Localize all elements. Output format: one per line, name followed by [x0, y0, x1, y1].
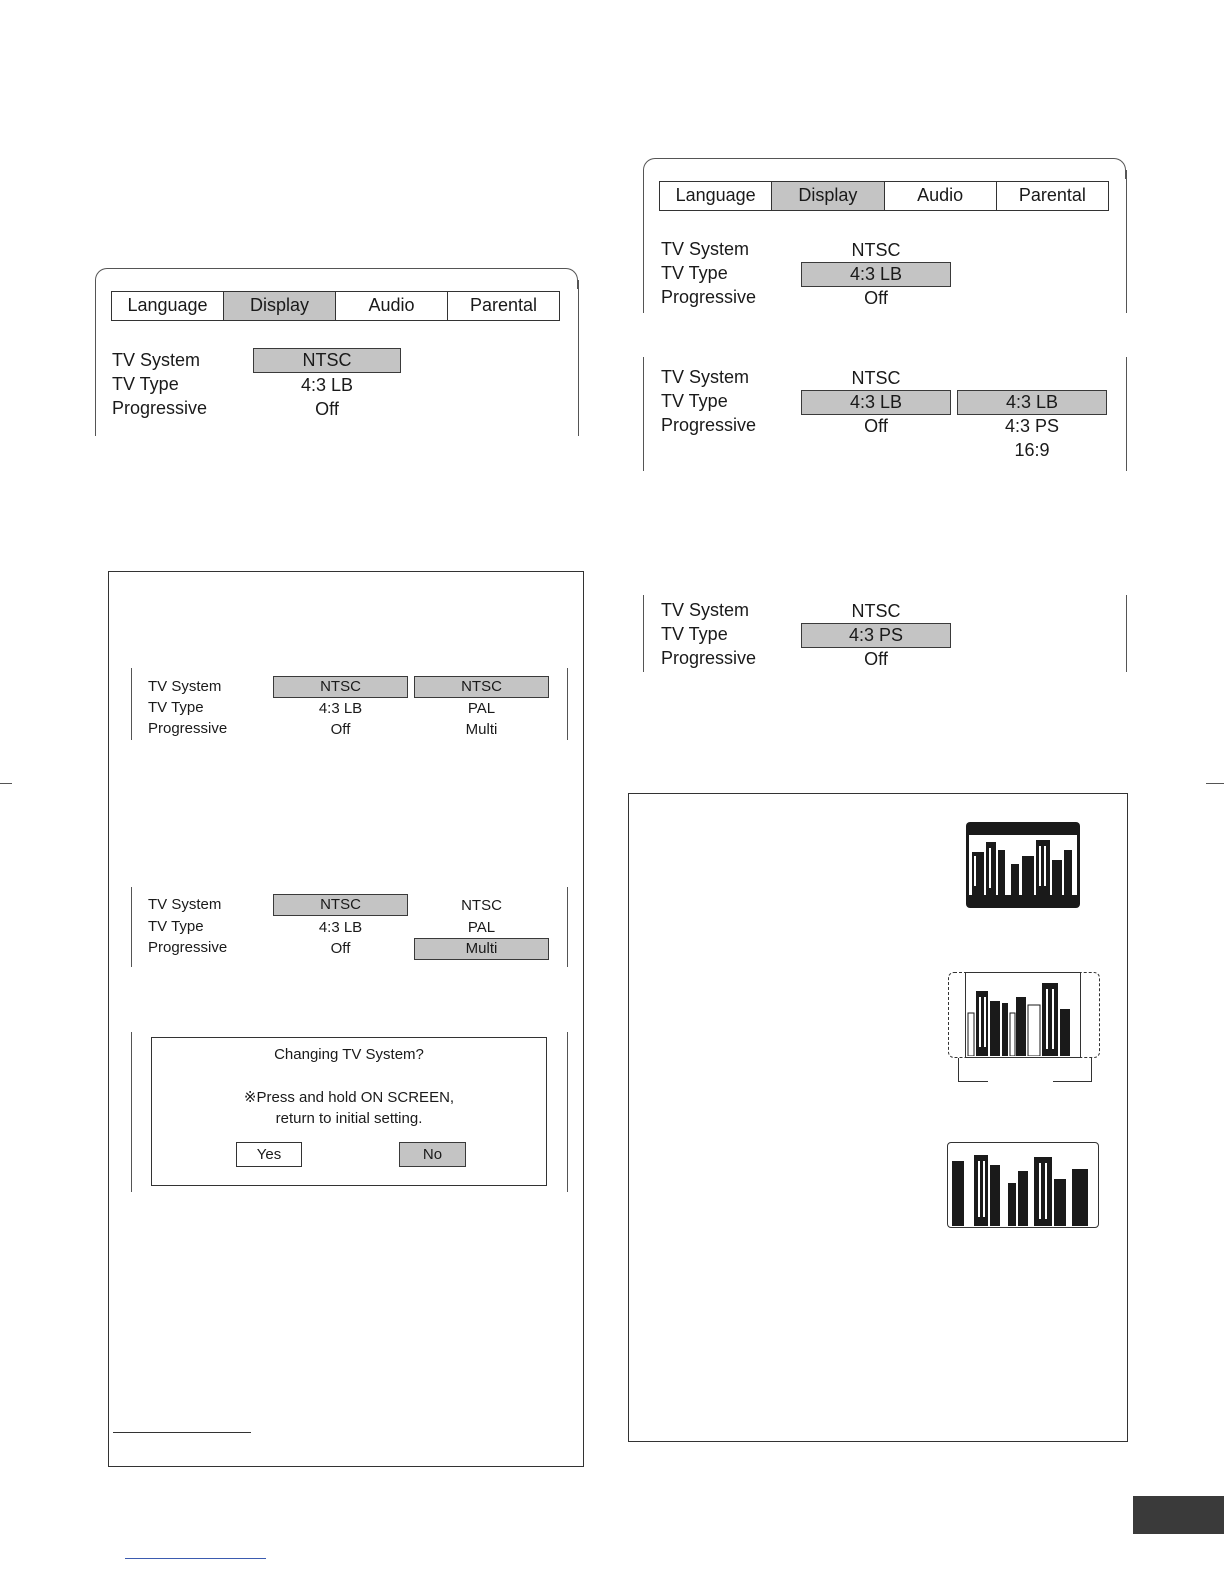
- tv-system-value[interactable]: NTSC: [851, 240, 901, 260]
- option-pal[interactable]: PAL: [467, 919, 496, 936]
- progressive-label: Progressive: [148, 939, 228, 956]
- tab-parental[interactable]: Parental: [447, 292, 559, 320]
- progressive-value[interactable]: Off: [864, 649, 888, 669]
- menu-tabs: [111, 291, 560, 321]
- tv-system-value[interactable]: NTSC: [253, 348, 401, 373]
- tv-system-label: TV System: [661, 600, 750, 620]
- letterbox-illustration: [966, 822, 1080, 908]
- progressive-label: Progressive: [148, 720, 228, 737]
- page-tab-marker: [1133, 1496, 1224, 1534]
- city-skyline-icon: [966, 973, 1079, 1056]
- tv-type-label: TV Type: [661, 263, 728, 283]
- option-multi[interactable]: Multi: [414, 938, 549, 960]
- tv-system-label: TV System: [661, 367, 750, 387]
- option-pal[interactable]: PAL: [467, 700, 496, 717]
- tv-system-value[interactable]: NTSC: [851, 368, 901, 388]
- dialog-line-1: ※Press and hold ON SCREEN,: [243, 1089, 455, 1106]
- tab-language[interactable]: Language: [675, 185, 756, 205]
- tv-type-label: TV Type: [112, 374, 179, 394]
- tv-type-label: TV Type: [661, 624, 728, 644]
- progressive-value[interactable]: Off: [330, 721, 351, 738]
- tv-type-label: TV Type: [148, 918, 204, 935]
- tv-system-label: TV System: [148, 678, 222, 695]
- tv-type-value[interactable]: 4:3 LB: [801, 262, 951, 287]
- tv-system-label: TV System: [112, 350, 201, 370]
- city-skyline-icon: [966, 822, 1080, 908]
- registration-mark-right: [1206, 783, 1224, 784]
- tv-type-value[interactable]: 4:3 LB: [318, 700, 363, 717]
- progressive-label: Progressive: [661, 648, 757, 668]
- option-ntsc[interactable]: NTSC: [414, 676, 549, 698]
- option-multi[interactable]: Multi: [465, 721, 498, 738]
- menu-tabs: [659, 181, 1109, 211]
- tv-system-label: TV System: [661, 239, 750, 259]
- tv-system-value[interactable]: NTSC: [273, 676, 408, 698]
- option-4-3-lb[interactable]: 4:3 LB: [957, 390, 1107, 415]
- dialog-line-2: return to initial setting.: [275, 1110, 423, 1127]
- no-button[interactable]: No: [399, 1142, 466, 1167]
- bracket-left-foot: [958, 1081, 988, 1082]
- option-ntsc[interactable]: NTSC: [461, 897, 502, 914]
- footer-rule: [125, 1558, 266, 1559]
- city-skyline-icon: [948, 1143, 1097, 1226]
- progressive-label: Progressive: [661, 415, 757, 435]
- dialog-title: Changing TV System?: [274, 1046, 424, 1063]
- widescreen-illustration: [947, 1142, 1099, 1228]
- tv-type-value[interactable]: 4:3 LB: [318, 919, 363, 936]
- footnote-rule: [113, 1432, 251, 1433]
- tv-type-label: TV Type: [148, 699, 204, 716]
- option-4-3-ps[interactable]: 4:3 PS: [1004, 416, 1060, 436]
- option-16-9[interactable]: 16:9: [1014, 440, 1050, 460]
- bracket-right: [1091, 1058, 1092, 1082]
- tab-audio[interactable]: Audio: [884, 182, 996, 210]
- progressive-value[interactable]: Off: [315, 399, 339, 419]
- tab-language[interactable]: Language: [127, 295, 208, 315]
- tv-type-value[interactable]: 4:3 LB: [801, 390, 951, 415]
- tv-type-value[interactable]: 4:3 PS: [801, 623, 951, 648]
- tab-audio[interactable]: Audio: [335, 292, 447, 320]
- tv-type-value[interactable]: 4:3 LB: [300, 375, 354, 395]
- tab-display[interactable]: Display: [223, 292, 335, 320]
- tv-system-value[interactable]: NTSC: [851, 601, 901, 621]
- progressive-value[interactable]: Off: [864, 416, 888, 436]
- pan-scan-illustration: [965, 972, 1081, 1058]
- tv-type-label: TV Type: [661, 391, 728, 411]
- progressive-value[interactable]: Off: [864, 288, 888, 308]
- tab-parental[interactable]: Parental: [996, 182, 1108, 210]
- yes-button[interactable]: Yes: [236, 1142, 302, 1167]
- tab-display[interactable]: Display: [771, 182, 883, 210]
- bracket-right-foot: [1053, 1081, 1091, 1082]
- progressive-label: Progressive: [661, 287, 757, 307]
- tv-system-value[interactable]: NTSC: [273, 894, 408, 916]
- registration-mark-left: [0, 783, 12, 784]
- progressive-value[interactable]: Off: [330, 940, 351, 957]
- bracket-left: [958, 1058, 959, 1082]
- tv-system-label: TV System: [148, 896, 222, 913]
- progressive-label: Progressive: [112, 398, 208, 418]
